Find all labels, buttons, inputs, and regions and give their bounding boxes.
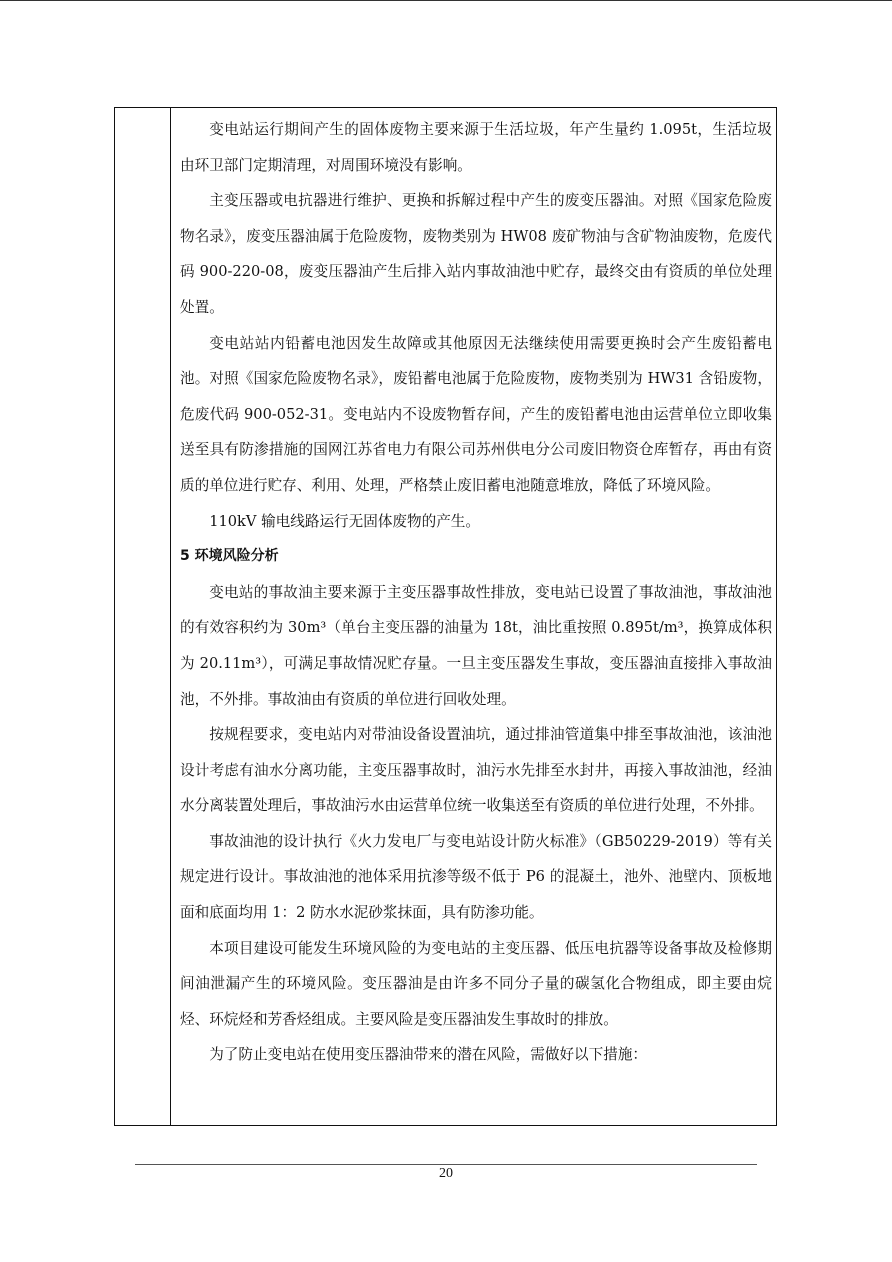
paragraph-lead-battery: 变电站站内铅蓄电池因发生故障或其他原因无法继续使用需要更换时会产生废铅蓄电池。对照《国家危险废物名录》，废铅蓄电池属于危险废物，废物类别为 HW31 含铅废物，危废代码 900-052-31。变电站内不设废物暂存间，产生的废铅蓄电池由运营单位立即收集送至具有防渗措施的国网江苏省电力有限公司苏州供电分公司废旧物资仓库暂存，再由有资质的单位进行贮存、利用、处理，严格禁止废旧蓄电池随意堆放，降低了环境风险。 — [180, 334, 772, 494]
paragraph-accident-oil: 变电站的事故油主要来源于主变压器事故性排放，变电站已设置了事故油池，事故油池的有效容积约为 30m³（单台主变压器的油量为 18t，油比重按照 0.895t/m³，换算成体积为 20.11m³），可满足事故情况贮存量。一旦主变压器发生事故，变压器油直接排入事故油池，不外排。事故油由有资质的单位进行回收处理。 — [180, 583, 772, 708]
table-column-divider — [170, 107, 171, 1126]
footer-line — [135, 1164, 757, 1165]
paragraph-transmission-line: 110kV 输电线路运行无固体废物的产生。 — [209, 512, 480, 530]
paragraph-risk-sources: 本项目建设可能发生环境风险的为变电站的主变压器、低压电抗器等设备事故及检修期间油泄漏产生的环境风险。变压器油是由许多不同分子量的碳氢化合物组成，即主要由烷烃、环烷烃和芳香烃组成。主要风险是变压器油发生事故时的排放。 — [180, 939, 772, 1028]
paragraph-oil-pool-design: 事故油池的设计执行《火力发电厂与变电站设计防火标准》（GB50229-2019）等有关规定进行设计。事故油池的池体采用抗渗等级不低于 P6 的混凝土，池外、池壁内、顶板地面和底面均用 1：2 防水水泥砂浆抹面，具有防渗功能。 — [180, 832, 772, 922]
paragraph-solid-waste: 变电站运行期间产生的固体废物主要来源于生活垃圾，年产生量约 1.095t，生活垃圾由环卫部门定期清理，对周围环境没有影响。 — [180, 121, 772, 174]
paragraph-oil-pit: 按规程要求，变电站内对带油设备设置油坑，通过排油管道集中排至事故油池，该油池设计考虑有油水分离功能，主变压器事故时，油污水先排至水封井，再接入事故油池，经油水分离装置处理后，事故油污水由运营单位统一收集送至有资质的单位进行处理，不外排。 — [180, 726, 772, 815]
paragraph-waste-transformer-oil: 主变压器或电抗器进行维护、更换和拆解过程中产生的废变压器油。对照《国家危险废物名录》，废变压器油属于危险废物，废物类别为 HW08 废矿物油与含矿物油废物，危废代码 900-220-08，废变压器油产生后排入站内事故油池中贮存，最终交由有资质的单位处理处置。 — [180, 192, 772, 316]
paragraph-measures-intro: 为了防止变电站在使用变压器油带来的潜在风险，需做好以下措施： — [209, 1046, 648, 1064]
table-content-cell — [180, 112, 772, 1073]
top-border-line — [0, 0, 892, 1]
page-number: 20 — [439, 1166, 453, 1181]
section-heading-risk-analysis: 5 环境风险分析 — [180, 548, 279, 565]
